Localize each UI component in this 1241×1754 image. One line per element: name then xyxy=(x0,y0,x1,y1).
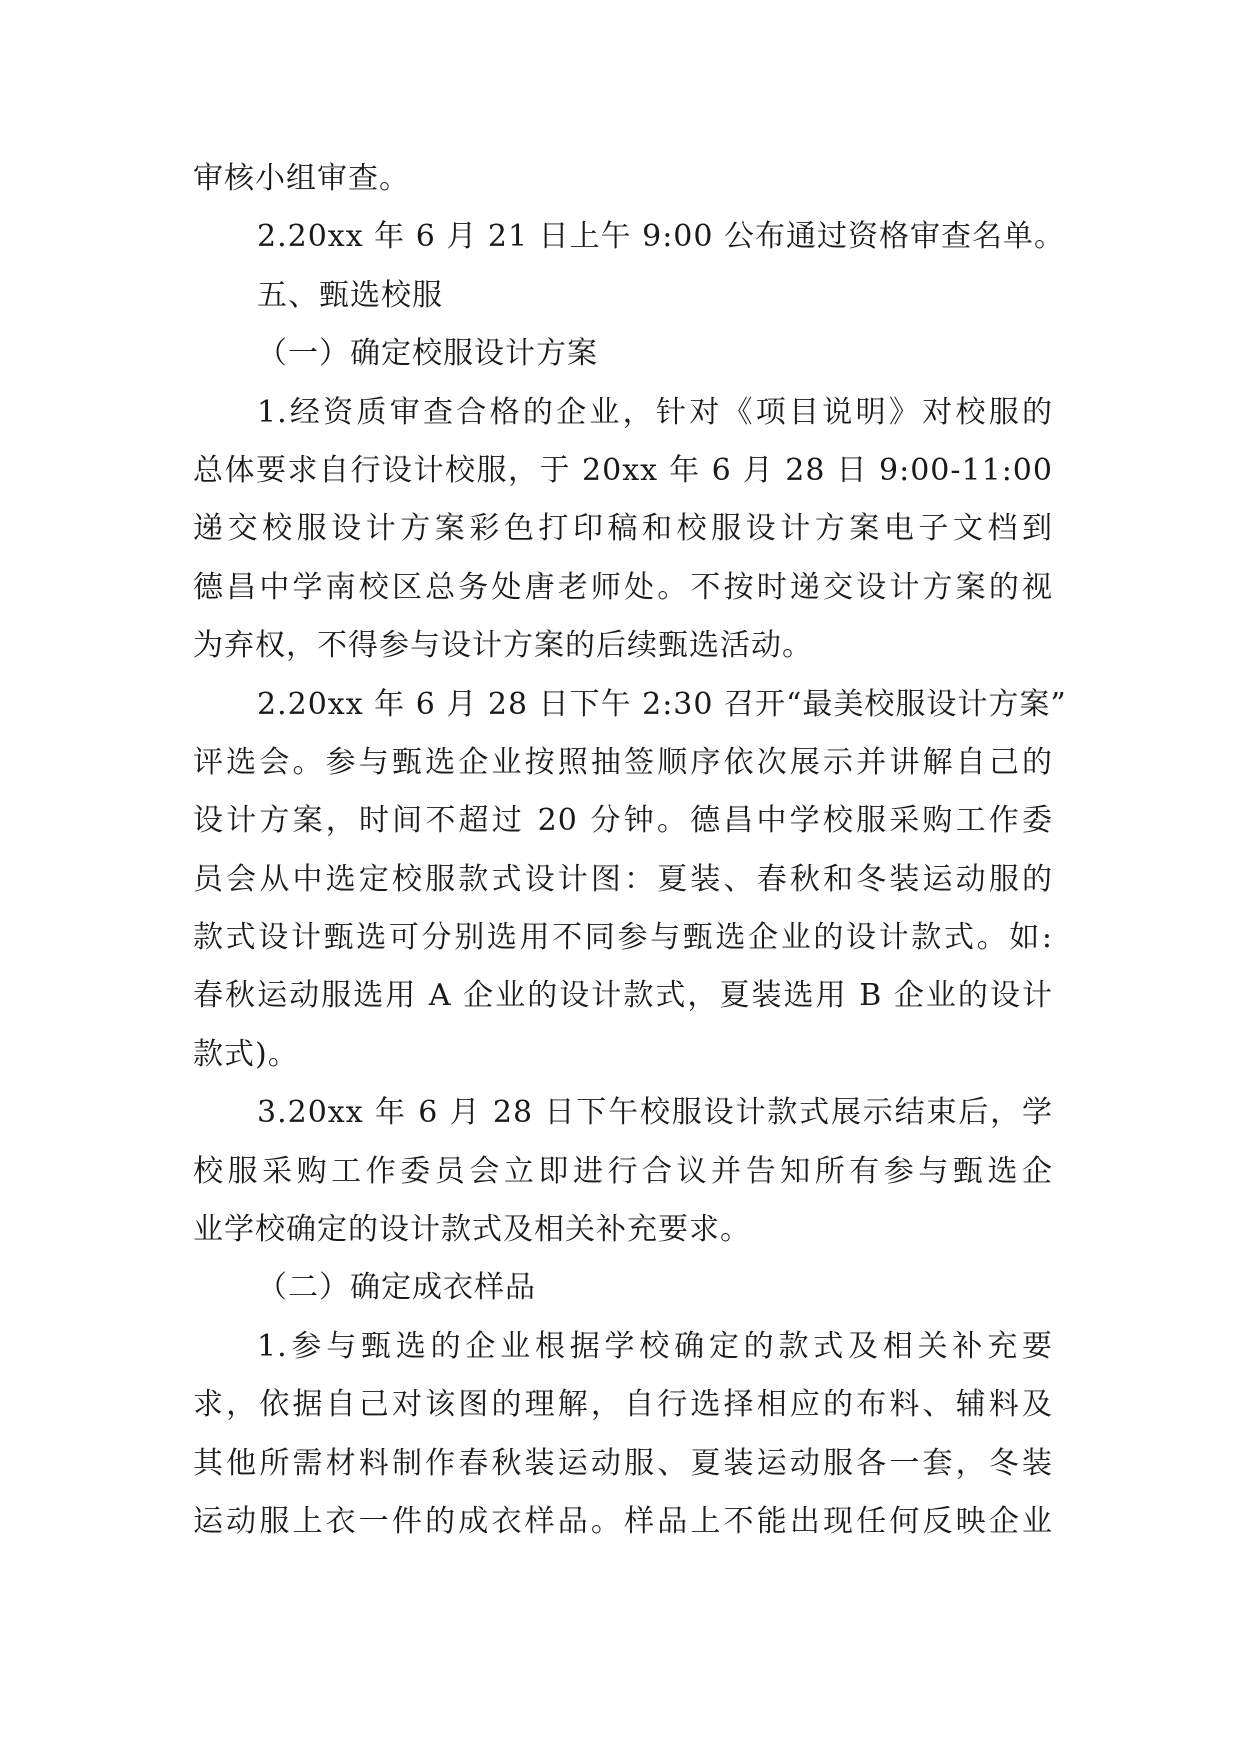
text-line: （一）确定校服设计方案 xyxy=(257,336,598,372)
text-line: 为弃权，不得参与设计方案的后续甄选活动。 xyxy=(193,628,813,664)
text-line: 评选会。参与甄选企业按照抽签顺序依次展示并讲解自己的 xyxy=(193,744,1053,780)
text-line: 审核小组审查。 xyxy=(193,161,410,196)
text-line: 3.20xx 年 6 月 28 日下午校服设计款式展示结束后，学 xyxy=(257,1095,1053,1131)
text-line: （二）确定成衣样品 xyxy=(257,1270,536,1306)
text-line: 总体要求自行设计校服，于 20xx 年 6 月 28 日 9:00-11:00 xyxy=(193,452,1053,488)
text-line: 校服采购工作委员会立即进行合议并告知所有参与甄选企 xyxy=(193,1153,1053,1189)
text-line: 其他所需材料制作春秋装运动服、夏装运动服各一套，冬装 xyxy=(193,1445,1053,1481)
text-line: 求，依据自己对该图的理解，自行选择相应的布料、辅料及 xyxy=(193,1387,1053,1423)
text-line: 1.参与甄选的企业根据学校确定的款式及相关补充要 xyxy=(257,1328,1053,1364)
text-line: 业学校确定的设计款式及相关补充要求。 xyxy=(193,1212,751,1248)
text-line: 款式)。 xyxy=(193,1036,299,1072)
document-body xyxy=(193,150,1067,1551)
text-line: 2.20xx 年 6 月 28 日下午 2:30 召开“最美校服设计方案” xyxy=(257,686,1067,722)
text-line: 五、甄选校服 xyxy=(257,277,443,313)
text-line: 设计方案，时间不超过 20 分钟。德昌中学校服采购工作委 xyxy=(193,803,1053,839)
text-line: 德昌中学南校区总务处唐老师处。不按时递交设计方案的视 xyxy=(193,569,1053,605)
text-line: 员会从中选定校服款式设计图：夏装、春秋和冬装运动服的 xyxy=(193,861,1053,897)
text-line: 递交校服设计方案彩色打印稿和校服设计方案电子文档到 xyxy=(193,511,1053,547)
text-line: 运动服上衣一件的成衣样品。样品上不能出现任何反映企业 xyxy=(193,1503,1053,1539)
text-line: 2.20xx 年 6 月 21 日上午 9:00 公布通过资格审查名单。 xyxy=(257,219,1066,255)
text-line: 1.经资质审查合格的企业，针对《项目说明》对校服的 xyxy=(257,394,1053,430)
text-line: 春秋运动服选用 A 企业的设计款式，夏装选用 B 企业的设计 xyxy=(193,978,1053,1014)
text-line: 款式设计甄选可分别选用不同参与甄选企业的设计款式。如: xyxy=(193,920,1053,956)
